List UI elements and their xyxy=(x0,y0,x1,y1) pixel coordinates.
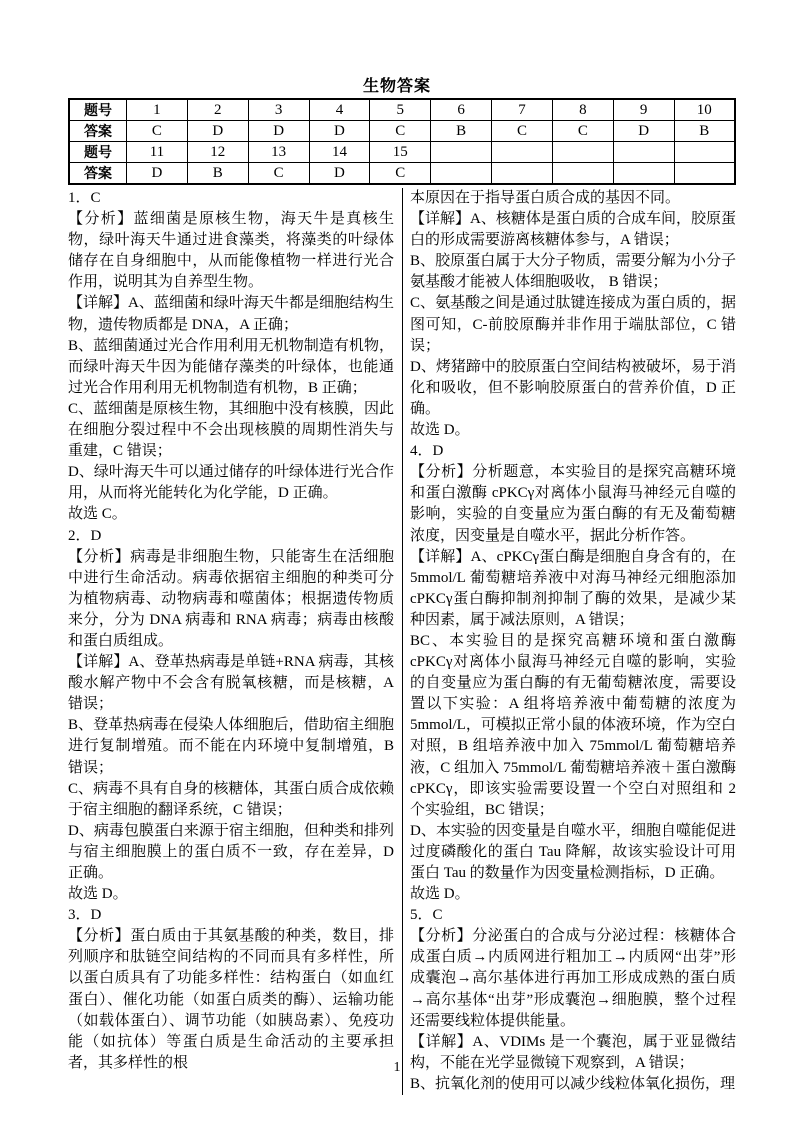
body-paragraph: D、病毒包膜蛋白来源于宿主细胞，但种类和排列与宿主细胞膜上的蛋白质不一致，存在差异，D 正确。 xyxy=(68,822,394,881)
body-paragraph: 本原因在于指导蛋白质合成的基因不同。 xyxy=(410,190,681,206)
two-column-body xyxy=(68,188,736,1095)
answer-table-cell xyxy=(431,163,492,185)
body-paragraph: 3．D xyxy=(68,907,102,924)
body-paragraph: B、登革热病毒在侵染人体细胞后，借助宿主细胞进行复制增殖。而不能在内环境中复制增殖，B 错误； xyxy=(68,717,394,776)
body-paragraph: B、蓝细菌通过光合作用利用无机物制造有机物，而绿叶海天牛因为能储存藻类的叶绿体，也能通过光合作用利用无机物制造有机物，B 正确； xyxy=(68,337,394,396)
answer-table-cell: D xyxy=(248,121,309,142)
body-paragraph: 2．D xyxy=(68,527,102,544)
answer-table-cell xyxy=(492,142,553,163)
answer-table-cell: D xyxy=(309,163,370,185)
body-paragraph: 【分析】蛋白质由于其氨基酸的种类，数目，排列顺序和肽链空间结构的不同而具有多样性，所以蛋白质具有了功能多样性：结构蛋白（如血红蛋白）、催化功能（如蛋白质类的酶）、运输功能（如载体蛋白）、调节功能（如胰岛素）、免疫功能（如抗体）等蛋白质是生命活动的主要承担者，其多样性的根 xyxy=(68,928,394,1071)
column-divider-line xyxy=(402,188,403,1095)
answer-table-row xyxy=(69,121,735,142)
answer-table-cell: C xyxy=(370,163,431,185)
answer-table-cell: 10 xyxy=(674,99,735,121)
body-paragraph: B、抗氧化剂的使用可以减少线粒体氧化损伤，理 xyxy=(410,1075,736,1092)
body-paragraph: 故选 D。 xyxy=(410,422,470,439)
answer-table-cell: 13 xyxy=(248,142,309,163)
answer-table-cell: B xyxy=(431,121,492,142)
body-paragraph: 【详解】A、核糖体是蛋白质的合成车间，胶原蛋白的形成需要游离核糖体参与，A 错误； xyxy=(410,211,736,249)
answer-table-body xyxy=(69,99,735,184)
body-paragraph: C、病毒不具有自身的核糖体，其蛋白质合成依赖于宿主细胞的翻译系统，C 错误； xyxy=(68,780,394,818)
body-paragraph: 故选 D。 xyxy=(410,886,470,903)
body-paragraph: D、绿叶海天牛可以通过储存的叶绿体进行光合作用，从而将光能转化为化学能，D 正确。 xyxy=(68,464,394,502)
answer-table-cell: 7 xyxy=(492,99,553,121)
answer-table-cell: 8 xyxy=(552,99,613,121)
answer-table-cell xyxy=(674,163,735,185)
body-paragraph: B、胶原蛋白属于大分子物质，需要分解为小分子氨基酸才能被人体细胞吸收， B 错误； xyxy=(410,253,736,291)
answer-table-cell: 5 xyxy=(370,99,431,121)
body-paragraph: 故选 C。 xyxy=(68,506,127,523)
body-paragraph: C、氨基酸之间是通过肽键连接成为蛋白质的，据图可知，C-前胶原酶并非作用于端肽部位，C 错误； xyxy=(410,295,736,354)
body-paragraph: 【详解】A、登革热病毒是单链+RNA 病毒，其核酸水解产物中不会含有脱氧核糖，而是核糖，A 错误； xyxy=(68,654,394,713)
body-paragraph: 故选 D。 xyxy=(68,886,128,903)
answer-table-cell: D xyxy=(127,163,188,185)
answer-table-row xyxy=(69,142,735,163)
answer-table-cell: C xyxy=(248,163,309,185)
answer-table-cell: 11 xyxy=(127,142,188,163)
body-paragraph: 1．C xyxy=(68,190,101,206)
answer-table-cell xyxy=(431,142,492,163)
body-paragraph: 【分析】分泌蛋白的合成与分泌过程：核糖体合成蛋白质→内质网进行粗加工→内质网“出芽”形成囊泡→高尔基体进行再加工形成成熟的蛋白质→高尔基体“出芽”形成囊泡→细胞膜，整个过程还需要线粒体提供能量。 xyxy=(410,928,736,1029)
right-column xyxy=(410,188,736,1095)
answer-table-row-header: 题号 xyxy=(69,99,127,121)
page-number: 1 xyxy=(393,1060,401,1075)
body-paragraph: D、本实验的因变量是自噬水平，细胞自噬能促进过度磷酸化的蛋白 Tau 降解，故该实验设计可用蛋白 Tau 的数量作为因变量检测指标，D 正确。 xyxy=(410,822,736,881)
answer-table-cell: C xyxy=(552,121,613,142)
answer-table-row-header: 答案 xyxy=(69,163,127,185)
page-title: 生物答案 xyxy=(362,78,431,95)
body-paragraph: 【详解】A、蓝细菌和绿叶海天牛都是细胞结构生物，遗传物质都是 DNA，A 正确； xyxy=(68,295,394,333)
answer-table-row-header: 题号 xyxy=(69,142,127,163)
answer-table-cell: 9 xyxy=(613,99,674,121)
answer-table-cell: 14 xyxy=(309,142,370,163)
answer-table-cell xyxy=(552,142,613,163)
answer-table-cell: 1 xyxy=(127,99,188,121)
answer-table-row xyxy=(69,163,735,185)
answer-table-cell: D xyxy=(309,121,370,142)
answer-table-cell: 15 xyxy=(370,142,431,163)
body-paragraph: C、蓝细菌是原核生物，其细胞中没有核膜，因此在细胞分裂过程中不会出现核膜的周期性消失与重建，C 错误； xyxy=(68,400,394,460)
answer-table-row-header: 答案 xyxy=(69,121,127,142)
answer-table-cell: 3 xyxy=(248,99,309,121)
answer-table-cell: C xyxy=(370,121,431,142)
answer-table-cell: D xyxy=(613,121,674,142)
answer-table-cell: C xyxy=(127,121,188,142)
body-paragraph: D、烤猪蹄中的胶原蛋白空间结构被破坏，易于消化和吸收，但不影响胶原蛋白的营养价值，D 正确。 xyxy=(410,358,736,417)
body-paragraph: 【分析】分析题意，本实验目的是探究高糖环境和蛋白激酶 cPKCγ对离体小鼠海马神经元自噬的影响，实验的自变量应为蛋白酶的有无及葡萄糖浓度，因变量是自噬水平，据此分析作答。 xyxy=(410,464,736,544)
answer-table-cell: B xyxy=(674,121,735,142)
answer-table xyxy=(68,98,736,185)
left-column xyxy=(68,188,394,1095)
answer-table-cell: C xyxy=(492,121,553,142)
answer-table-row xyxy=(69,99,735,121)
body-paragraph: 【分析】蓝细菌是原核生物，海天牛是真核生物，绿叶海天牛通过进食藻类，将藻类的叶绿体储存在自身细胞中，从而能像植物一样进行光合作用，说明其为自养型生物。 xyxy=(68,211,394,291)
answer-table-cell xyxy=(674,142,735,163)
body-paragraph: BC、本实验目的是探究高糖环境和蛋白激酶 cPKCγ对离体小鼠海马神经元自噬的影响，实验的自变量应为蛋白酶的有无葡萄糖浓度，需要设置以下实验：A 组将培养液中葡萄糖的浓度为 5mmol/L，可模拟正常小鼠的体液环境，作为空白对照，B 组培养液中加入 75mmol/L 葡萄糖培养液，C 组加入 75mmol/L 葡萄糖培养液＋蛋白激酶 cPKCγ，即该实验需要设置一个空白对照组和 2 个实验组，BC 错误； xyxy=(410,632,736,818)
answer-table-cell xyxy=(552,163,613,185)
body-paragraph: 【详解】A、VDIMs 是一个囊泡，属于亚显微结构，不能在光学显微镜下观察到，A 错误； xyxy=(410,1033,736,1071)
answer-table-cell: 6 xyxy=(431,99,492,121)
body-paragraph: 【分析】病毒是非细胞生物，只能寄生在活细胞中进行生命活动。病毒依据宿主细胞的种类可分为植物病毒、动物病毒和噬菌体；根据遗传物质来分，分为 DNA 病毒和 RNA 病毒；病毒由核酸和蛋白质组成。 xyxy=(68,548,394,649)
answer-table-cell: 4 xyxy=(309,99,370,121)
answer-table-cell xyxy=(613,142,674,163)
body-paragraph: 5．C xyxy=(410,907,443,924)
body-paragraph: 4．D xyxy=(410,443,444,460)
answer-table-cell xyxy=(492,163,553,185)
answer-table-cell: D xyxy=(187,121,248,142)
answer-table-cell: 12 xyxy=(187,142,248,163)
body-paragraph: 【详解】A、cPKCγ蛋白酶是细胞自身含有的，在 5mmol/L 葡萄糖培养液中对海马神经元细胞添加 cPKCγ蛋白酶抑制剂抑制了酶的效果，是减少某种因素，属于减法原则，A 错误； xyxy=(410,548,736,628)
answer-table-cell: 2 xyxy=(187,99,248,121)
answer-table-cell: B xyxy=(187,163,248,185)
answer-table-cell xyxy=(613,163,674,185)
